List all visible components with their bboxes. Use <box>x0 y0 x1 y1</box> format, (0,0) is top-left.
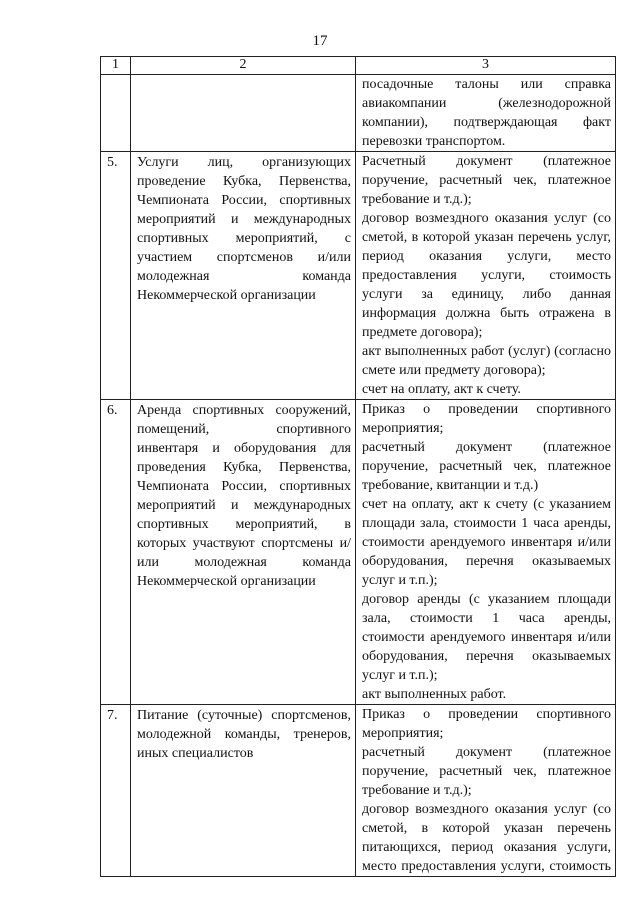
service-cell: Питание (суточные) спортсменов, молодежной команды, тренеров, иных специалистов <box>131 705 356 877</box>
documents-cell <box>356 152 616 400</box>
document-item: акт выполненных работ. <box>362 687 507 702</box>
row-number: 6. <box>101 400 131 705</box>
header-col-2: 2 <box>131 57 356 75</box>
table-row <box>101 400 616 705</box>
document-item: посадочные талоны или справка авиакомпании (железнодорожной компании), подтверждающая факт перевозки транспортом. <box>362 77 611 149</box>
document-item: счет на оплату, акт к счету (с указанием площади зала, стоимости 1 часа аренды, стоимости арендуемого инвентаря и/или оборудования, перечня оказываемых услуг и т.п.); <box>362 497 611 588</box>
document-item: расчетный документ (платежное поручение, расчетный чек, платежное требование, квитанции и т.д.) <box>362 440 611 493</box>
row-number: 7. <box>101 705 131 877</box>
document-item: Расчетный документ (платежное поручение, расчетный чек, платежное требование и т.д.); <box>362 154 611 207</box>
document-item: договор возмездного оказания услуг (со сметой, в которой указан перечень услуг, период оказания услуги, место предоставления услуги, стоимость услуги за единицу, либо данная информация должна быть отражена в предмете договора); <box>362 211 611 340</box>
document-item: Приказ о проведении спортивного мероприятия; <box>362 402 611 436</box>
table-row <box>101 705 616 877</box>
row-number <box>101 75 131 152</box>
page-number: 17 <box>312 33 328 49</box>
documents-cell <box>356 400 616 705</box>
table-row <box>101 75 616 152</box>
document-item: Приказ о проведении спортивного мероприятия; <box>362 707 611 741</box>
table-header-row <box>101 57 616 75</box>
document-item: акт выполненных работ (услуг) (согласно смете или предмету договора); <box>362 344 611 378</box>
document-item: договор возмездного оказания услуг (со сметой, в которой указан перечень питающихся, период оказания услуги, место предоставления услуги, стоимость <box>362 802 611 874</box>
documents-cell <box>356 75 616 152</box>
service-cell <box>131 75 356 152</box>
documents-cell <box>356 705 616 877</box>
header-col-3: 3 <box>356 57 616 75</box>
expenses-table <box>100 56 616 877</box>
service-cell: Аренда спортивных сооружений, помещений, спортивного инвентаря и оборудования для проведения Кубка, Первенства, Чемпионата России, спортивных мероприятий и международных спортивных мероприятий, в которых участвуют спортсмены и/или молодежная команда Некоммерческой организации <box>131 400 356 705</box>
header-col-1: 1 <box>101 57 131 75</box>
service-cell: Услуги лиц, организующих проведение Кубка, Первенства, Чемпионата России, спортивных мероприятий и международных спортивных мероприятий, с участием спортсменов и/или молодежная команда Некоммерческой организации <box>131 152 356 400</box>
document-item: договор аренды (с указанием площади зала, стоимости 1 часа аренды, стоимости арендуемого инвентаря и/или оборудования, перечня оказываемых услуг и т.п.); <box>362 592 611 683</box>
table-row <box>101 152 616 400</box>
document-item: счет на оплату, акт к счету. <box>362 382 521 397</box>
row-number: 5. <box>101 152 131 400</box>
document-item: расчетный документ (платежное поручение, расчетный чек, платежное требование и т.д.); <box>362 745 611 798</box>
